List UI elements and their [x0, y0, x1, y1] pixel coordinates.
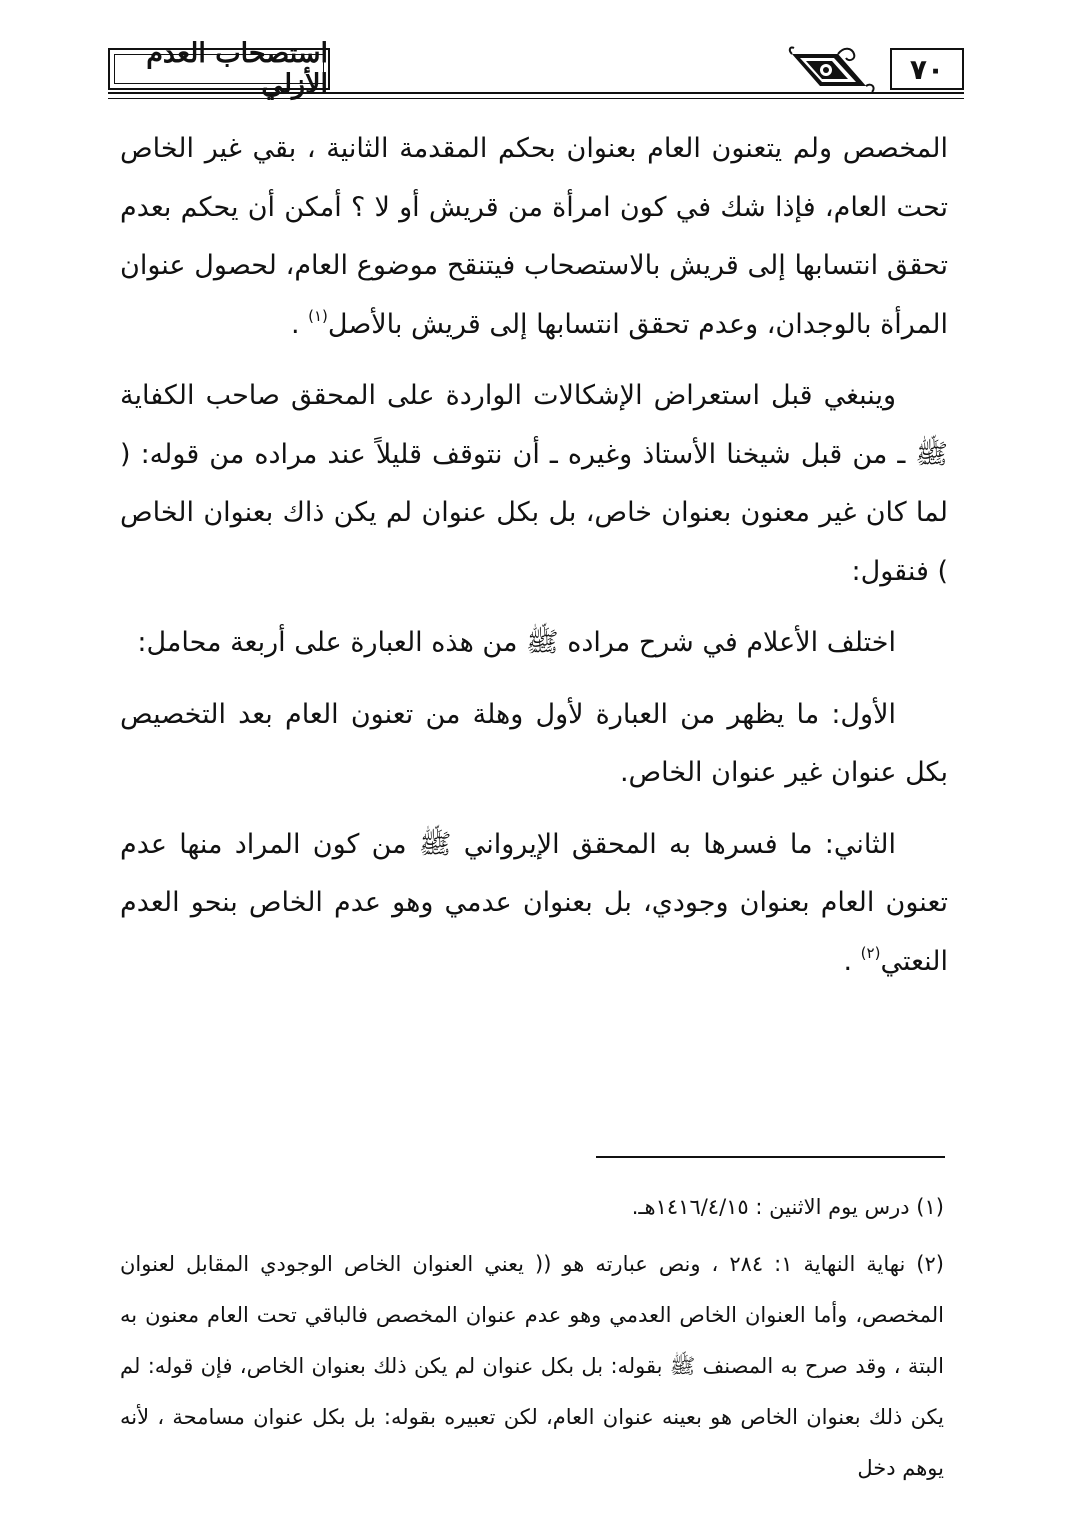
- paragraph-text: وينبغي قبل استعراض الإشكالات الواردة على المحقق صاحب الكفاية ﷺ ـ من قبل شيخنا الأستاذ وغيره ـ أن نتوقف قليلاً عند مراده من قوله: ( لما كان غير معنون بعنوان خاص، بل بكل عنوان لم يكن ذاك بعنوان الخاص ) فنقول:: [120, 380, 948, 587]
- paragraph-text: الأول: ما يظهر من العبارة لأول وهلة من تعنون العام بعد التخصيص بكل عنوان غير عنوان الخاص.: [120, 698, 948, 788]
- paragraph-tail: .: [290, 308, 309, 340]
- ornament-icon: [786, 44, 878, 94]
- paragraph: [120, 686, 948, 803]
- paragraph-text: الثاني: ما فسرها به المحقق الإيرواني ﷺ من كون المراد منها عدم تعنون العام بعنوان وجودي، بل بعنوان عدمي وهو عدم الخاص بنحو العدم النعتي: [120, 828, 948, 977]
- footnote-2: (٢) نهاية النهاية ١: ٢٨٤ ، ونص عبارته هو (( يعني العنوان الخاص الوجودي المقابل لعنوان المخصص، وأما العنوان الخاص العدمي وهو عدم عنوان المخصص فالباقي تحت العام معنون به البتة ، وقد صرح به المصنف ﷺ بقوله: بل بكل عنوان لم يكن ذلك بعنوان الخاص، فإن قوله: لم يكن ذلك بعنوان الخاص هو بعينه عنوان العام، لكن تعبيره بقوله: بل بكل عنوان مسامحة ، لأنه يوهم دخل: [120, 1252, 944, 1480]
- footnote-ref: (١): [308, 306, 328, 325]
- paragraph: [120, 367, 948, 601]
- header-rule: [108, 92, 964, 94]
- footnotes: [120, 1182, 944, 1500]
- footnote-1: (١) درس يوم الاثنين : ١٤١٦/٤/١٥هـ.: [631, 1195, 944, 1219]
- paragraph-tail: .: [843, 945, 861, 977]
- body-text: [120, 120, 948, 991]
- paragraph: [120, 120, 948, 354]
- header-rule-thin: [108, 98, 964, 99]
- paragraph: [120, 614, 948, 673]
- footnote-separator: [596, 1156, 945, 1158]
- page-number: ٧٠: [890, 48, 964, 90]
- page-header: [108, 38, 964, 104]
- book-title: استصحاب العدم الأزلي: [108, 48, 330, 90]
- footnote-ref: (٢): [860, 943, 881, 962]
- paragraph: [120, 816, 948, 992]
- paragraph-text: المخصص ولم يتعنون العام بعنوان بحكم المقدمة الثانية ، بقي غير الخاص تحت العام، فإذا شك في كون امرأة من قريش أو لا ؟ أمكن أن يحكم بعدم تحقق انتسابها إلى قريش بالاستصحاب فيتنقح موضوع العام، لحصول عنوان المرأة بالوجدان، وعدم تحقق انتسابها إلى قريش بالأصل: [120, 133, 948, 340]
- paragraph-text: اختلف الأعلام في شرح مراده ﷺ من هذه العبارة على أربعة محامل:: [137, 627, 896, 658]
